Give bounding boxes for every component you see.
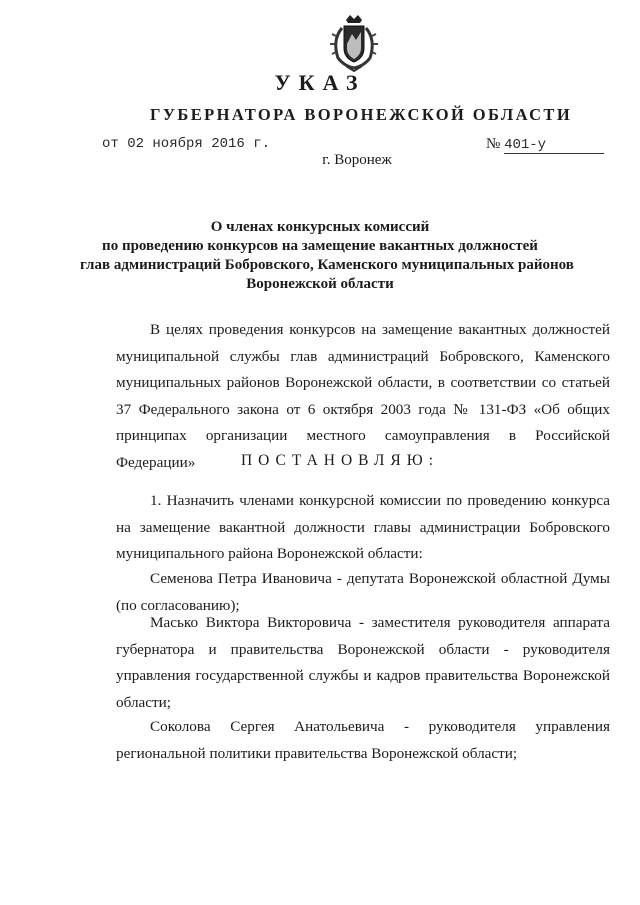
document-title: УКАЗ [274,70,366,95]
item-1-paragraph: 1. Назначить членами конкурсной комиссии по проведению конкурса на замещение вакантной должности главы администрации Бобровского муниципального района Воронежской области: [116,492,610,562]
number-label: № [486,136,501,152]
coat-of-arms-icon [326,14,382,72]
member-paragraph: Семенова Петра Ивановича - депутата Воронежской областной Думы (по согласованию); [116,570,610,614]
member-paragraph: Соколова Сергея Анатольевича - руководителя управления региональной политики правительства Воронежской области; [116,718,610,762]
member-paragraph: Масько Виктора Викторовича - заместителя руководителя аппарата губернатора и правительства Воронежской области - руководителя управления государственной службы и кадров правительства Воронежской области; [116,614,610,711]
city: г. Воронеж [322,152,392,168]
number-value: 401-у [504,137,604,154]
document-subtitle: ГУБЕРНАТОРА ВОРОНЕЖСКОЙ ОБЛАСТИ [150,105,573,124]
subject-line: Воронежской области [246,276,394,292]
decree-date: от 02 ноября 2016 г. [102,136,271,152]
subject-line: глав администраций Бобровского, Каменского муниципальных районов [80,257,574,273]
decree-subject [80,218,574,294]
decree-word: ПОСТАНОВЛЯЮ: [240,452,440,469]
subject-line: О членах конкурсных комиссий [210,219,430,235]
preamble-paragraph: В целях проведения конкурсов на замещение вакантных должностей муниципальной службы глав администраций Бобровского, Каменского муниципальных районов Воронежской области, в соответствии со статьей 37 Федерального закона от 6 октября 2003 года № 131-ФЗ «Об общих принципах организации местного самоуправления в Российской Федерации» [116,321,610,471]
subject-line: по проведению конкурсов на замещение вакантных должностей [102,238,538,254]
